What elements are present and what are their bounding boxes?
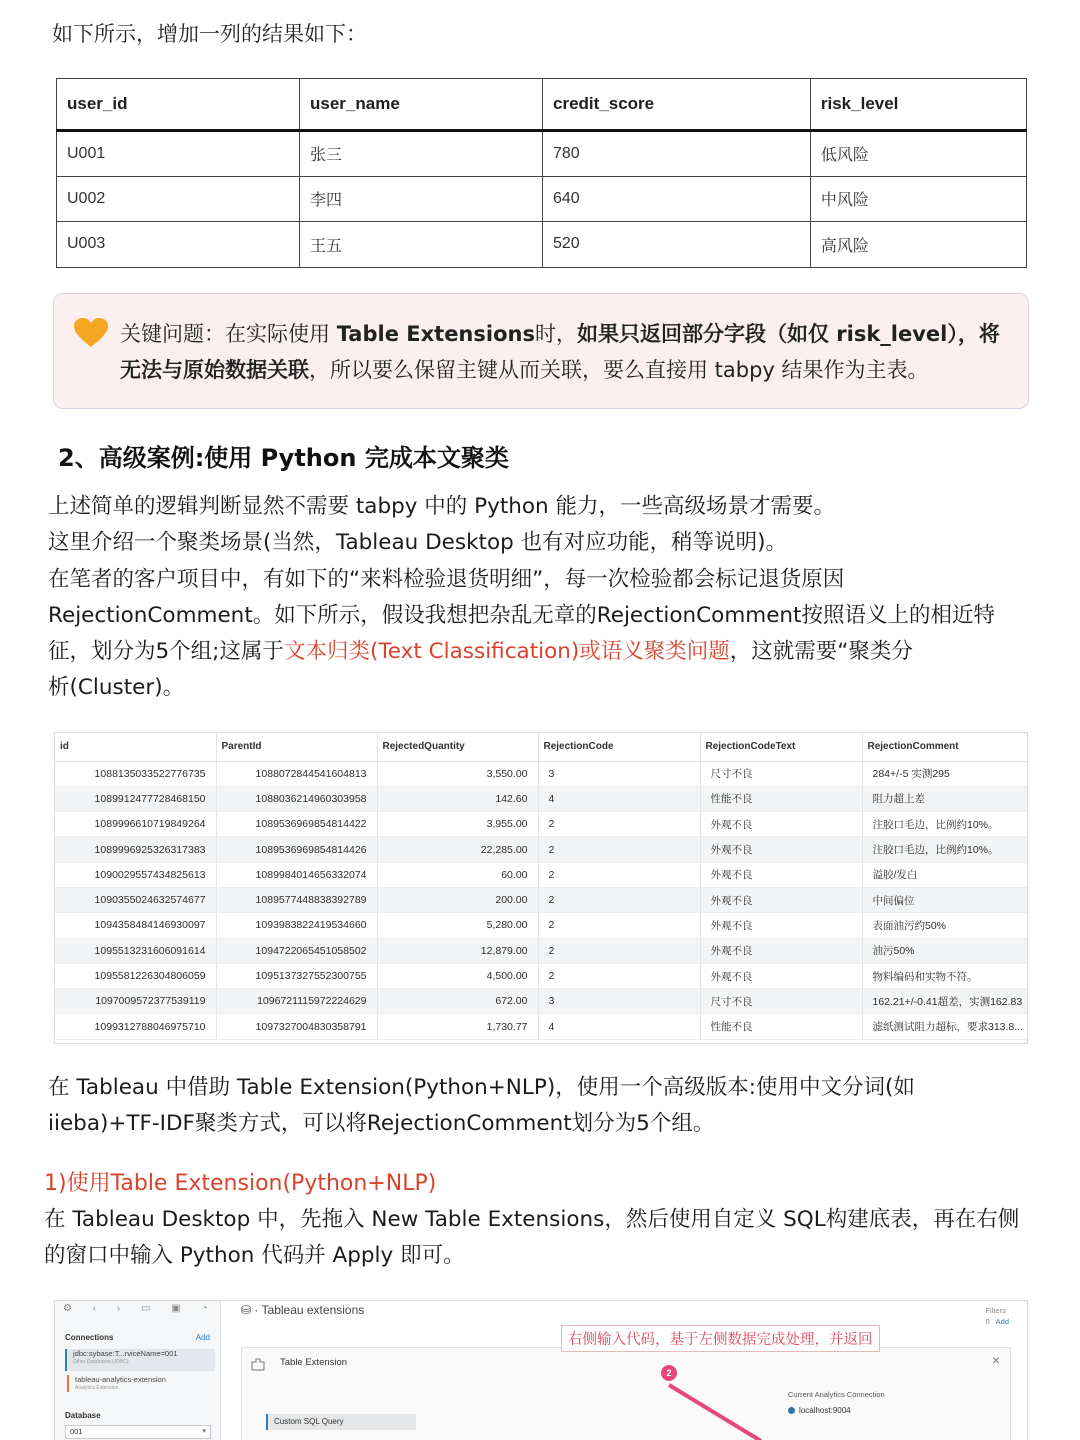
grid-cell: 外观不良 [700, 887, 862, 912]
grid-cell: 200.00 [377, 887, 538, 912]
grid-cell: 1090029557434825613 [55, 862, 216, 887]
grid-row[interactable] [55, 963, 1028, 988]
connections-sidebar [55, 1301, 221, 1440]
grid-cell: 1088036214960303958 [216, 786, 377, 811]
annotation-note: 右侧输入代码，基于左侧数据完成处理，并返回 [561, 1325, 880, 1352]
grid-cell: 注胶口毛边，比例约10%。 [862, 812, 1028, 837]
grid-cell: 3 [538, 761, 700, 786]
grid-cell: 162.21+/-0.41超差，实测162.83 [862, 989, 1028, 1014]
para3-line: 的窗口中输入 Python 代码并 Apply 即可。 [44, 1243, 465, 1269]
grid-cell: 284+/-5 实测295 [862, 761, 1028, 786]
grid-cell: 外观不良 [700, 963, 862, 988]
grid-cell: 1088072844541604813 [216, 761, 377, 786]
grid-cell: 1095581226304806059 [55, 963, 216, 988]
para1-line: 析(Cluster)。 [48, 675, 185, 701]
grid-cell: 溢胶/发白 [862, 862, 1028, 887]
grid-cell: 1096721115972224629 [216, 989, 377, 1014]
grid-cell: 尺寸不良 [700, 989, 862, 1014]
para1-text: ，这就需要“聚类分 [729, 639, 913, 665]
grid-cell: 2 [538, 887, 700, 912]
cell: 张三 [300, 131, 543, 177]
callout-bold-warning: 如果只返回部分字段（如仅 risk_level），将无法与原始数据关联 [120, 322, 1000, 382]
grid-cell: 尺寸不良 [700, 761, 862, 786]
grid-header-row [55, 733, 1028, 761]
grid-row[interactable] [55, 887, 1028, 912]
grid-cell: 1088135033522776735 [55, 761, 216, 786]
dialog-title: Table Extension [280, 1357, 348, 1368]
para1-line: 在笔者的客户项目中，有如下的“来料检验退货明细”，每一次检验都会标记退货原因 [48, 566, 845, 592]
grid-cell: 外观不良 [700, 913, 862, 938]
grid-col-rejectioncomment[interactable]: RejectionComment [862, 733, 1028, 761]
grid-cell: 物料编码和实物不符。 [862, 963, 1028, 988]
grid-col-rejectedquantity[interactable]: RejectedQuantity [377, 733, 538, 761]
intro-text: 如下所示，增加一列的结果如下： [52, 22, 367, 46]
para2-line: iieba)+TF-IDF聚类方式，可以将RejectionComment划分为5个组。 [48, 1111, 715, 1137]
grid-cell: 1097327004830358791 [216, 1014, 377, 1039]
grid-cell: 1099312788046975710 [55, 1014, 216, 1039]
cell: 低风险 [810, 131, 1026, 177]
grid-cell: 3,550.00 [377, 761, 538, 786]
close-icon[interactable]: × [991, 1352, 1000, 1368]
grid-cell: 外观不良 [700, 862, 862, 887]
grid-cell: 滤纸测试阻力超标，要求313.8... [862, 1014, 1028, 1039]
grid-row[interactable] [55, 761, 1028, 786]
col-user-name: user_name [300, 79, 543, 131]
table-row [57, 222, 1027, 268]
paragraph-3 [44, 1202, 1074, 1275]
tableau-screenshot [54, 1300, 1028, 1440]
grid-row[interactable] [55, 938, 1028, 963]
grid-cell: 1094722065451058502 [216, 938, 377, 963]
grid-cell: 1089577448838392789 [216, 887, 377, 912]
para1-line: 这里介绍一个聚类场景(当然，Tableau Desktop 也有对应功能，稍等说明)。 [48, 530, 788, 556]
grid-cell: 注胶口毛边，比例约10%。 [862, 837, 1028, 862]
grid-cell: 2 [538, 837, 700, 862]
filters-panel [985, 1305, 1009, 1327]
grid-cell: 1089536969854814426 [216, 837, 377, 862]
para1-line [48, 634, 1058, 670]
grid-cell: 阻力超上差 [862, 786, 1028, 811]
grid-cell: 1089984014656332074 [216, 862, 377, 887]
connection-name: jdbc:sybase:T...rviceName=001 [73, 1349, 178, 1358]
pane-title-text: Tableau extensions [261, 1303, 365, 1317]
grid-cell: 12,879.00 [377, 938, 538, 963]
cell: U002 [57, 176, 300, 222]
grid-row[interactable] [55, 812, 1028, 837]
col-credit-score: credit_score [543, 79, 811, 131]
grid-cell: 4,500.00 [377, 963, 538, 988]
grid-cell: 外观不良 [700, 938, 862, 963]
add-connection-link[interactable]: Add [195, 1333, 210, 1342]
grid-col-parentid[interactable]: ParentId [216, 733, 377, 761]
key-issue-callout [53, 293, 1029, 409]
cell: U003 [57, 222, 300, 268]
para3-line: 在 Tableau Desktop 中，先拖入 New Table Extensions，然后使用自定义 SQL构建底表，再在右侧 [44, 1207, 1020, 1232]
cell: 高风险 [810, 222, 1026, 268]
extension-icon [250, 1356, 266, 1372]
analytics-connection [788, 1406, 851, 1415]
grid-col-rejectioncodetext[interactable]: RejectionCodeText [700, 733, 862, 761]
grid-cell: 3,955.00 [377, 812, 538, 837]
para1-line: 上述简单的逻辑判断显然不需要 tabpy 中的 Python 能力，一些高级场景才需要。 [48, 494, 835, 519]
col-risk-level: risk_level [810, 79, 1026, 131]
section-title: 2、高级案例:使用 Python 完成本文聚类 [58, 444, 509, 472]
callout-mid: 时， [534, 322, 577, 346]
orange-heart-icon [74, 318, 108, 348]
canvas-pane [221, 1301, 1027, 1440]
cell: 520 [543, 222, 811, 268]
connection-type: Other Databases (JDBC) [73, 1359, 129, 1365]
cell: 王五 [300, 222, 543, 268]
grid-cell: 2 [538, 812, 700, 837]
grid-row[interactable] [55, 837, 1028, 862]
filters-add-link[interactable]: Add [995, 1317, 1009, 1326]
table-row [57, 176, 1027, 222]
toolbar-icons[interactable]: ⚙ ‹ › ▭ ▣ ◔ [63, 1303, 217, 1314]
grid-cell: 1093983822419534660 [216, 913, 377, 938]
connection-item-analytics[interactable] [67, 1375, 217, 1392]
grid-cell: 1097009572377539119 [55, 989, 216, 1014]
callout-bold-term: Table Extensions [336, 322, 535, 346]
grid-cell: 1089536969854814422 [216, 812, 377, 837]
grid-cell: 2 [538, 862, 700, 887]
table-row [57, 131, 1027, 177]
table-extension-dialog [241, 1347, 1011, 1440]
filters-count: 0 [985, 1317, 990, 1326]
connection-name: tableau-analytics-extension [75, 1375, 166, 1384]
para1-line: RejectionComment。如下所示，假设我想把杂乱无章的RejectionComment按照语义上的相近特 [48, 602, 995, 628]
custom-sql-query-item[interactable]: Custom SQL Query [266, 1414, 416, 1430]
grid-cell: 1090355024632574677 [55, 887, 216, 912]
grid-cell: 142.60 [377, 786, 538, 811]
grid-cell: 外观不良 [700, 837, 862, 862]
filters-label: Filters [985, 1306, 1006, 1315]
grid-cell: 1,730.77 [377, 1014, 538, 1039]
grid-cell: 4 [538, 1014, 700, 1039]
database-select[interactable] [65, 1425, 211, 1439]
chevron-down-icon: ▾ [202, 1428, 206, 1435]
grid-cell: 60.00 [377, 862, 538, 887]
grid-cell: 外观不良 [700, 812, 862, 837]
cell: 李四 [300, 176, 543, 222]
grid-cell: 性能不良 [700, 1014, 862, 1039]
grid-cell: 5,280.00 [377, 913, 538, 938]
cell: U001 [57, 131, 300, 177]
paragraph-1 [48, 489, 1058, 707]
database-label: Database [65, 1411, 101, 1420]
grid-cell: 4 [538, 786, 700, 811]
callout-label: 关键问题：在实际使用 [120, 322, 330, 346]
grid-row[interactable] [55, 913, 1028, 938]
col-user-id: user_id [57, 79, 300, 131]
grid-cell: 1089996925326317383 [55, 837, 216, 862]
para1-text: 征，划分为5个组;这属于 [48, 639, 284, 665]
table-header-row [57, 79, 1027, 131]
grid-cell: 2 [538, 963, 700, 988]
grid-cell: 1094358484146930097 [55, 913, 216, 938]
grid-row[interactable] [55, 786, 1028, 811]
analytics-connection-label: Current Analytics Connection [788, 1390, 885, 1399]
connection-item-jdbc[interactable] [65, 1349, 215, 1371]
database-value: 001 [70, 1427, 83, 1436]
grid-cell: 672.00 [377, 989, 538, 1014]
grid-cell: 1089912477728468150 [55, 786, 216, 811]
result-table [56, 78, 1027, 268]
connections-label: Connections [65, 1333, 114, 1342]
grid-cell: 1095513231606091614 [55, 938, 216, 963]
paragraph-2 [48, 1070, 1048, 1143]
grid-row[interactable] [55, 862, 1028, 887]
subheading: 1)使用Table Extension(Python+NLP) [44, 1171, 437, 1196]
pointer-arrow-icon [661, 1383, 771, 1440]
grid-col-rejectioncode[interactable]: RejectionCode [538, 733, 700, 761]
para2-line: 在 Tableau 中借助 Table Extension(Python+NLP)，使用一个高级版本:使用中文分词(如 [48, 1075, 915, 1100]
grid-cell: 1095137327552300755 [216, 963, 377, 988]
cell: 780 [543, 131, 811, 177]
pane-title: ⛁ · Tableau extensions [241, 1303, 365, 1317]
grid-row[interactable] [55, 1014, 1028, 1039]
callout-text [120, 316, 1012, 388]
grid-row[interactable] [55, 989, 1028, 1014]
cell: 中风险 [810, 176, 1026, 222]
grid-cell: 2 [538, 938, 700, 963]
grid-cell: 3 [538, 989, 700, 1014]
connection-type: Analytics Extension [75, 1385, 119, 1391]
cell: 640 [543, 176, 811, 222]
rejection-data-grid [54, 732, 1028, 1044]
grid-cell: 性能不良 [700, 786, 862, 811]
callout-rest: ，所以要么保留主键从而关联，要么直接用 tabpy 结果作为主表。 [309, 358, 929, 382]
grid-cell: 油污50% [862, 938, 1028, 963]
grid-col-id[interactable]: id [55, 733, 216, 761]
analytics-connection-value: localhost:9004 [799, 1406, 851, 1415]
step-badge: 2 [661, 1365, 677, 1381]
grid-cell: 2 [538, 913, 700, 938]
grid-cell: 表面油污约50% [862, 913, 1028, 938]
grid-cell: 中间偏位 [862, 887, 1028, 912]
para1-highlight: 文本归类(Text Classification)或语义聚类问题 [283, 639, 730, 665]
python-icon [788, 1407, 795, 1414]
grid-cell: 1089996610719849264 [55, 812, 216, 837]
grid-cell: 22,285.00 [377, 837, 538, 862]
